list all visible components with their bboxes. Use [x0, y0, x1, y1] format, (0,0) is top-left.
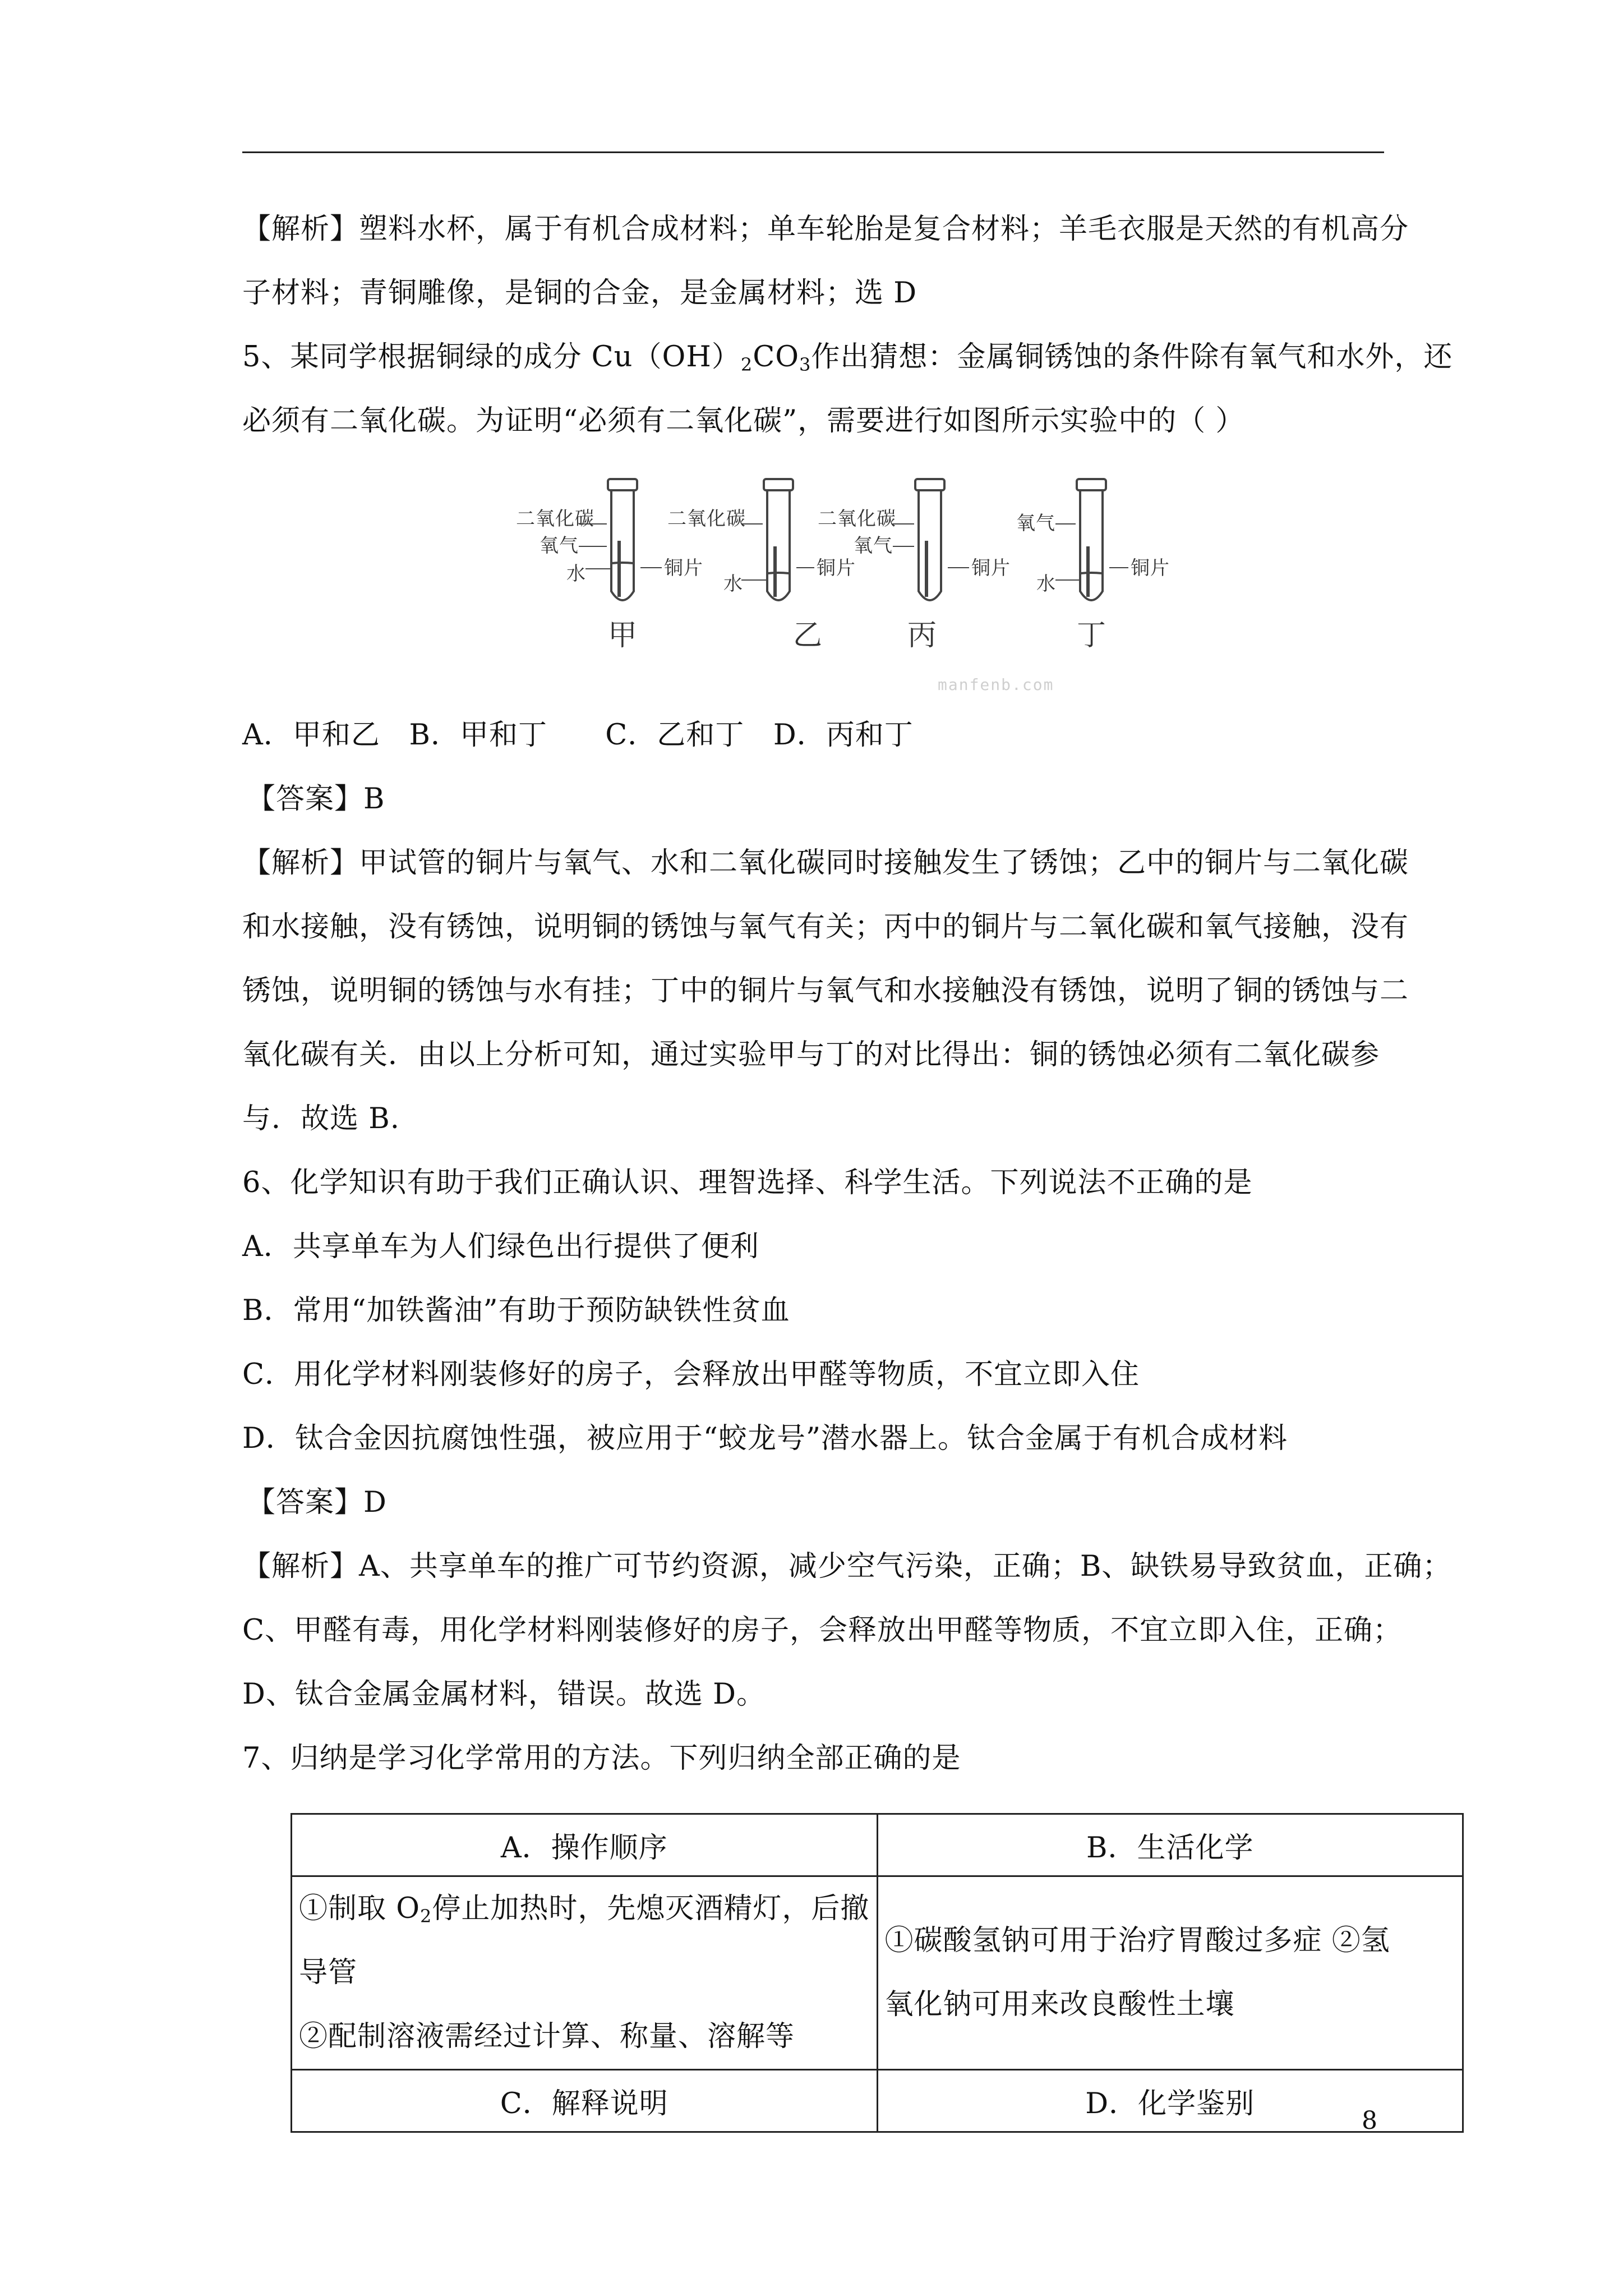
q6-option-c: C．用化学材料刚装修好的房子，会释放出甲醛等物质，不宜立即入住 [242, 1358, 1140, 1391]
q5-options: A．甲和乙 B．甲和丁 C．乙和丁 D．丙和丁 [242, 719, 914, 752]
tube-2-body [767, 490, 790, 600]
tube-caption-3: 丙 [907, 619, 938, 652]
tube-1-stopper [608, 479, 637, 490]
table-cell-b-line-1: ①碳酸氢钠可用于治疗胃酸过多症 ②氢 [884, 1924, 1390, 1957]
table-cell-b-line-2: 氧化钠可用来改良酸性土壤 [884, 1988, 1235, 2021]
q4-analysis-line-1: 【解析】塑料水杯，属于有机合成材料；单车轮胎是复合材料；羊毛衣服是天然的有机高分 [242, 213, 1409, 246]
q6-stem: 6、化学知识有助于我们正确认识、理智选择、科学生活。下列说法不正确的是 [242, 1166, 1253, 1199]
q4-analysis-line-2: 子材料；青铜雕像，是铜的合金，是金属材料；选 D [242, 277, 917, 310]
tube-caption-1: 甲 [608, 619, 638, 652]
tube-2-label-water: 水 [723, 573, 743, 595]
q6-option-b: B．常用“加铁酱油”有助于预防缺铁性贫血 [242, 1294, 790, 1327]
table-head-b: B．生活化学 [877, 1814, 1463, 1876]
q5-stem-line-2: 必须有二氧化碳。为证明“必须有二氧化碳”，需要进行如图所示实验中的（ ） [242, 404, 1245, 438]
tube-3-body [919, 490, 941, 600]
table-head-c: C．解释说明 [292, 2070, 878, 2132]
q7-summary-table [291, 1813, 1464, 2133]
tube-caption-4: 丁 [1077, 619, 1107, 652]
tube-4-label-copper: 铜片 [1131, 557, 1170, 579]
q6-option-a: A．共享单车为人们绿色出行提供了便利 [242, 1230, 759, 1263]
tube-1-label-copper: 铜片 [664, 557, 703, 579]
q6-analysis-line-1: 【解析】A、共享单车的推广可节约资源，减少空气污染，正确；B、缺铁易导致贫血，正确； [242, 1550, 1452, 1583]
table-cell-a-line-2: ②配制溶液需经过计算、称量、溶解等 [299, 2020, 795, 2053]
table-cell-b [877, 1876, 1463, 2070]
q5-analysis-line-4: 氧化碳有关．由以上分析可知，通过实验甲与丁的对比得出：铜的锈蚀必须有二氧化碳参 [242, 1038, 1380, 1071]
tube-3-stopper [915, 479, 944, 490]
tube-1-body [611, 490, 634, 600]
q6-analysis-line-2: C、甲醛有毒，用化学材料刚装修好的房子，会释放出甲醛等物质，不宜立即入住，正确； [242, 1614, 1403, 1647]
tube-4-label-o2: 氧气 [1016, 512, 1055, 535]
q6-option-d: D．钛合金因抗腐蚀性强，被应用于“蛟龙号”潜水器上。钛合金属于有机合成材料 [242, 1422, 1288, 1455]
tube-4-body [1080, 490, 1103, 600]
q5-analysis-line-5: 与．故选 B. [242, 1102, 400, 1135]
tube-3-label-co2: 二氧化碳 [818, 508, 896, 530]
table-cell-a-line-1: ①制取 $O_2$停止加热时，先熄灭酒精灯，后撤导管 [299, 1892, 870, 1989]
q5-answer: 【答案】B [247, 783, 385, 816]
tube-caption-2: 乙 [793, 619, 823, 652]
table-head-d: D．化学鉴别 [877, 2070, 1463, 2132]
table-row [292, 1814, 1463, 1876]
tube-3-label-o2: 氧气 [854, 535, 893, 557]
tube-2-label-co2: 二氧化碳 [667, 508, 746, 530]
q6-analysis-line-3: D、钛合金属金属材料，错误。故选 D。 [242, 1678, 766, 1711]
watermark: manfenb.com [938, 675, 1054, 694]
tube-2-stopper [764, 479, 793, 490]
q5-analysis-line-2: 和水接触，没有锈蚀，说明铜的锈蚀与氧气有关；丙中的铜片与二氧化碳和氧气接触，没有 [242, 910, 1409, 944]
table-row [292, 2070, 1463, 2132]
q5-analysis-line-1: 【解析】甲试管的铜片与氧气、水和二氧化碳同时接触发生了锈蚀；乙中的铜片与二氧化碳 [242, 846, 1409, 880]
q5-analysis-line-3: 锈蚀，说明铜的锈蚀与水有挂；丁中的铜片与氧气和水接触没有锈蚀，说明了铜的锈蚀与二 [242, 974, 1409, 1007]
q6-answer: 【答案】D [247, 1486, 387, 1519]
tube-1-label-co2: 二氧化碳 [516, 508, 594, 530]
q7-stem: 7、归纳是学习化学常用的方法。下列归纳全部正确的是 [242, 1742, 961, 1775]
q5-stem-line-1: 5、某同学根据铜绿的成分 $Cu(OH)_2CO_3$作出猜想：金属铜锈蚀的条件除有氧气和水外，还 [242, 341, 1453, 375]
table-row [292, 1876, 1463, 2070]
tube-1-label-water: 水 [566, 563, 586, 585]
tube-4-label-water: 水 [1036, 573, 1056, 595]
tube-1-label-o2: 氧气 [540, 535, 579, 557]
page-number: 8 [1362, 2106, 1377, 2135]
tube-3-label-copper: 铜片 [971, 557, 1011, 579]
header-rule [242, 151, 1384, 153]
tube-2-label-copper: 铜片 [817, 557, 856, 579]
table-cell-a [292, 1876, 878, 2070]
tube-4-stopper [1077, 479, 1106, 490]
page-content [242, 197, 1465, 1791]
table-head-a: A．操作顺序 [292, 1814, 878, 1876]
test-tube-figure [242, 457, 1465, 698]
